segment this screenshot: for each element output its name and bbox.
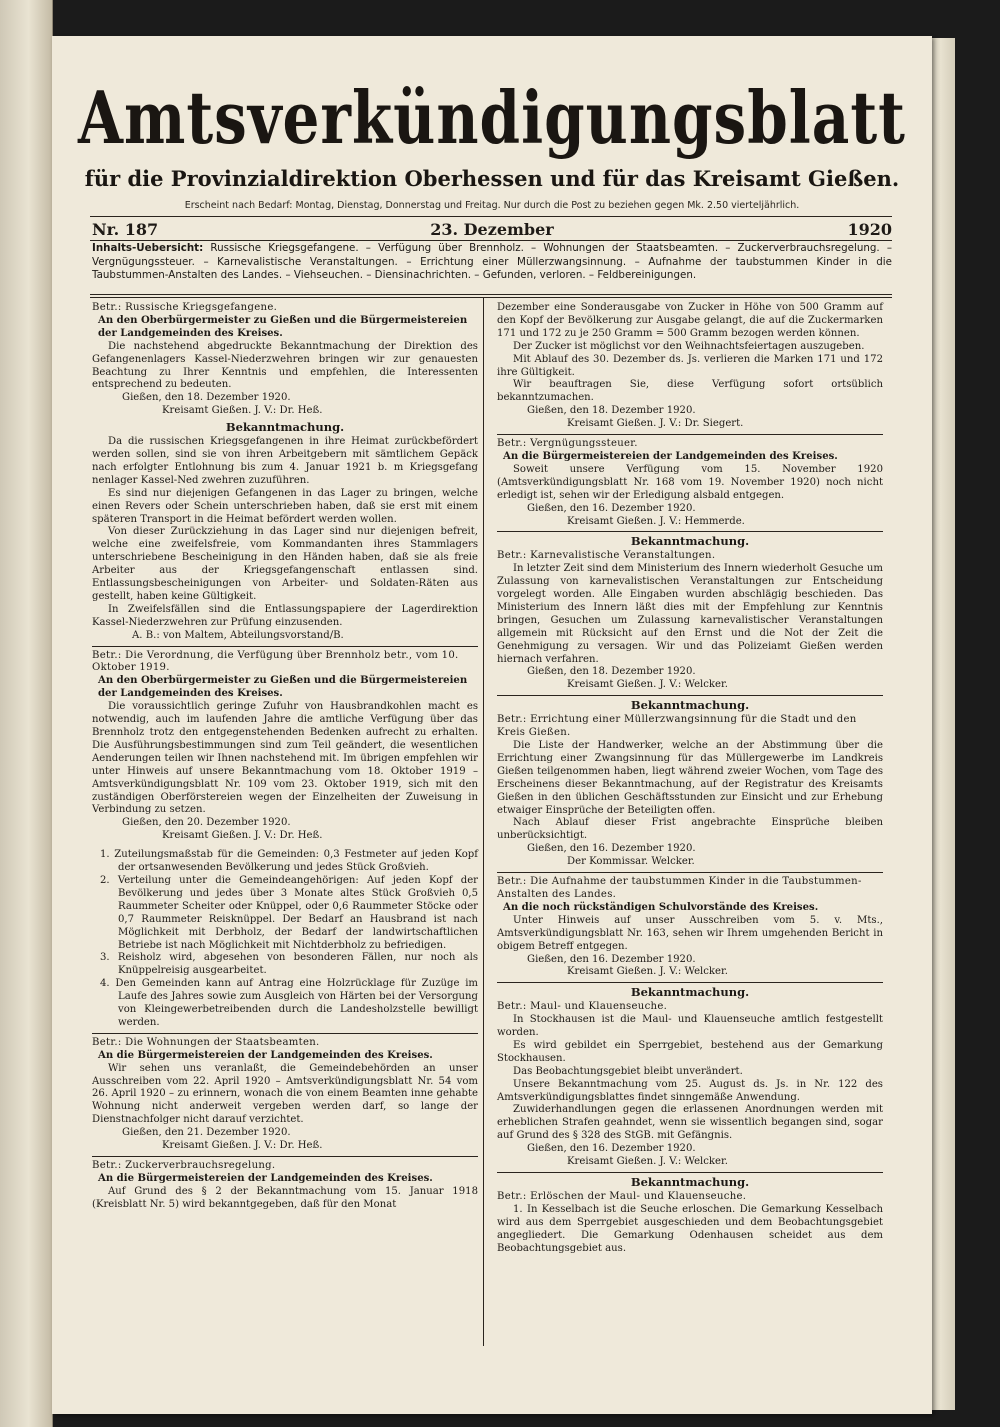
paragraph: Zuwiderhandlungen gegen die erlassenen Anordnungen werden mit erheblichen Strafen geahndet, wenn sie wissentlich begangen sind, sogar auf Grund des § 328 des StGB. mit Gefängnis.	[497, 1104, 883, 1142]
place-date: Gießen, den 18. Dezember 1920.	[527, 405, 696, 417]
table-of-contents	[92, 242, 892, 283]
paragraph: In letzter Zeit sind dem Ministerium des Innern wiederholt Gesuche um Zulassung von karnevalistischen Veranstaltungen zur Entscheidung vorgelegt worden. Alle Eingaben wurden abschlägig beschieden. Das Ministerium des Innern läßt dies mit der Empfehlung zur Kenntnis bringen, Gesuchen um Zulassung karnevalistischer Veranstaltungen allgemein mit Rücksicht auf den Ernst und die Not der Zeit die Genehmigung zu versagen. Wir und das Polizeiamt Gießen werden hiernach verfahren.	[497, 563, 883, 665]
addressee: An die Bürgermeistereien der Landgemeinden des Kreises.	[98, 1049, 433, 1061]
column-divider	[483, 298, 484, 1346]
place-date: Gießen, den 18. Dezember 1920.	[527, 666, 696, 678]
masthead-title: Amtsverkündigungsblatt	[78, 75, 906, 161]
paragraph: Nach Ablauf dieser Frist angebrachte Einsprüche bleiben unberücksichtigt.	[497, 817, 883, 842]
contents-rule	[90, 294, 892, 295]
signature: Kreisamt Gießen. J. V.: Welcker.	[567, 966, 728, 978]
contents-label: Inhalts-Uebersicht:	[92, 242, 204, 254]
paragraph: Es sind nur diejenigen Gefangenen in das Lager zu bringen, welche einen Revers oder Schein unterschrieben haben, daß sie erst mit einem späteren Transport in die Heimat befördert werden wollen.	[92, 487, 478, 525]
announcement-heading: Bekanntmachung.	[630, 1175, 750, 1189]
subject-line: Betr.: Die Aufnahme der taubstummen Kinder in die Taubstummen-Anstalten des Landes.	[497, 876, 862, 900]
subject-line: Betr.: Vergnügungssteuer.	[497, 438, 638, 450]
subject-line: Betr.: Karnevalistische Veranstaltungen.	[497, 550, 716, 562]
announcement-heading: Bekanntmachung.	[630, 698, 750, 713]
list-item: 4. Den Gemeinden kann auf Antrag eine Holzrücklage für Zuzüge im Laufe des Jahres sowie zum Ausgleich von Härten bei der Versorgung von Kleingewerbetreibenden durch die Landesholzstelle bewilligt werden.	[100, 978, 478, 1028]
newspaper-page	[52, 36, 932, 1414]
paragraph: Unsere Bekanntmachung vom 25. August ds. Js. in Nr. 122 des Amtsverkündigungsblattes findet sinngemäße Anwendung.	[497, 1078, 883, 1103]
header-rule	[90, 240, 892, 241]
article-separator	[497, 531, 883, 532]
paragraph: Unter Hinweis auf unser Ausschreiben vom 5. v. Mts., Amtsverkündigungsblatt Nr. 163, sehen wir Ihrem umgehenden Bericht in obigem Betreff entgegen.	[497, 914, 883, 952]
article-separator	[497, 695, 883, 696]
article-official-housing	[92, 1037, 478, 1153]
issue-number: Nr. 187	[92, 220, 159, 239]
paragraph: Von dieser Zurückziehung in das Lager sind nur diejenigen befreit, welche eine zweifelsfreie, vom Kommandanten ihres Stammlagers unterschriebene Bescheinigung in den Händen haben, daß sie als freie Arbeiter aus der Kriegsgefangenschaft entlassen sind. Entlassungsbescheinigungen von Arbeiter- und Soldaten-Räten aus gestellt, haben keine Gültigkeit.	[92, 526, 478, 602]
addressee: An den Oberbürgermeister zu Gießen und die Bürgermeistereien der Landgemeinden des Kreises.	[98, 675, 468, 700]
subject-line: Betr.: Erlöschen der Maul- und Klauenseuche.	[497, 1190, 747, 1202]
subject-line: Betr.: Maul- und Klauenseuche.	[497, 1001, 668, 1013]
paragraph: In Zweifelsfällen sind die Entlassungspapiere der Lagerdirektion Kassel-Niederzwehren zur Prüfung einzusenden.	[92, 603, 478, 628]
list-item: 1. Zuteilungsmaßstab für die Gemeinden: 0,3 Festmeter auf jeden Kopf der ortsanwesenden Bevölkerung und jedes Stück Großvieh.	[100, 849, 478, 874]
list-item: 3. Reisholz wird, abgesehen von besonderen Fällen, nur noch als Knüppelreisig ausgearbeitet.	[100, 952, 478, 977]
subject-line: Betr.: Zuckerverbrauchsregelung.	[92, 1160, 276, 1171]
signature: Der Kommissar. Welcker.	[567, 856, 695, 868]
contents-rule	[90, 297, 892, 298]
addressee: An den Oberbürgermeister zu Gießen und die Bürgermeistereien der Landgemeinden des Kreises.	[98, 314, 468, 339]
article-epidemic-ended	[497, 1176, 883, 1255]
paragraph: Soweit unsere Verfügung vom 15. November 1920 (Amtsverkündigungsblatt Nr. 168 vom 19. November 1920) noch nicht erledigt ist, sehen wir der Erledigung alsbald entgegen.	[497, 463, 883, 501]
left-column	[92, 302, 478, 1214]
right-column	[497, 302, 883, 1257]
paragraph: Es wird gebildet ein Sperrgebiet, bestehend aus der Gemarkung Stockhausen.	[497, 1039, 883, 1064]
signature: Kreisamt Gießen. J. V.: Dr. Heß.	[162, 1140, 323, 1152]
article-separator	[497, 872, 883, 873]
signature: Kreisamt Gießen. J. V.: Dr. Heß.	[162, 830, 323, 842]
masthead-subtitle: für die Provinzialdirektion Oberhessen und für das Kreisamt Gießen.	[84, 166, 900, 191]
contents-text: Russische Kriegsgefangene. – Verfügung über Brennholz. – Wohnungen der Staatsbeamten. – Zuckerverbrauchsregelung. – Vergnügungssteuer. – Karnevalistische Veranstaltungen. – Errichtung einer Müllerzwangsinnung. – Aufnahme der taubstummen Kinder in die Taubstummen-Anstalten des Landes. – Viehseuchen. – Diensinachrichten. – Gefunden, verloren. – Feldbereinigungen.	[92, 242, 892, 281]
article-firewood	[92, 650, 478, 1030]
paragraph: In Stockhausen ist die Maul- und Klauenseuche amtlich festgestellt worden.	[497, 1014, 883, 1039]
article-separator	[92, 1033, 478, 1034]
paragraph: Wir beauftragen Sie, diese Verfügung sofort ortsüblich bekanntzumachen.	[497, 379, 883, 404]
article-sugar-continued	[497, 302, 883, 431]
signature: Kreisamt Gießen. J. V.: Dr. Siegert.	[567, 418, 744, 430]
place-date: Gießen, den 16. Dezember 1920.	[527, 843, 696, 855]
page-edge	[930, 38, 955, 1410]
signature: Kreisamt Gießen. J. V.: Welcker.	[567, 1156, 728, 1168]
header-rule	[90, 216, 892, 217]
article-separator	[92, 1156, 478, 1157]
announcement-heading: Bekanntmachung.	[630, 534, 750, 549]
announcement-heading: Bekanntmachung.	[225, 420, 345, 435]
article-millers-guild	[497, 699, 883, 869]
article-entertainment-tax	[497, 438, 883, 528]
list-item: 2. Verteilung unter die Gemeindeangehörigen: Auf jeden Kopf der Bevölkerung und jedes über 3 Monate altes Stück Großvieh 0,5 Raummeter Scheiter oder Knüppel, oder 0,6 Raummeter Stöcke oder 0,7 Raummeter Reisknüppel. Der Bedarf an Hausbrand ist nach Möglichkeit mit Derbholz, der Bedarf der landwirtschaftlichen Betriebe ist nach Möglichkeit mit Nichtderbholz zu befriedigen.	[100, 874, 478, 951]
place-date: Gießen, den 16. Dezember 1920.	[527, 1143, 696, 1155]
paragraph: Wir sehen uns veranlaßt, die Gemeindebehörden an unser Ausschreiben vom 22. April 1920 – Amtsverkündigungsblatt Nr. 54 vom 26. April 1920 – zu erinnern, wonach die von einem Beamten inne gehabte Wohnung nicht anderweit vergeben werden darf, so lange der Dienstnachfolger nicht darauf verzichtet.	[92, 1062, 478, 1126]
article-carnival	[497, 535, 883, 692]
subject-line: Betr.: Die Wohnungen der Staatsbeamten.	[92, 1036, 320, 1048]
publication-note: Erscheint nach Bedarf: Montag, Dienstag, Donnerstag und Freitag. Nur durch die Post zu beziehen gegen Mk. 2.50 vierteljährlich.	[184, 200, 800, 211]
signature: A. B.: von Maltem, Abteilungsvorstand/B.	[132, 629, 344, 641]
article-russian-prisoners	[92, 302, 478, 643]
addressee: An die noch rückständigen Schulvorstände des Kreises.	[503, 901, 819, 913]
signature: Kreisamt Gießen. J. V.: Welcker.	[567, 679, 728, 691]
place-date: Gießen, den 16. Dezember 1920.	[527, 953, 696, 965]
place-date: Gießen, den 20. Dezember 1920.	[122, 817, 291, 829]
announcement-heading: Bekanntmachung.	[630, 985, 750, 1000]
addressee: An die Bürgermeistereien der Landgemeinden des Kreises.	[503, 450, 838, 462]
article-separator	[497, 982, 883, 983]
article-sugar	[92, 1160, 478, 1212]
paragraph: Die nachstehend abgedruckte Bekanntmachung der Direktion des Gefangenenlagers Kassel-Niederzwehren bringen wir zur genauesten Beachtung zu Ihrer Kenntnis und empfehlen, die Interessenten entsprechend zu bedeuten.	[92, 340, 478, 391]
paragraph: Mit Ablauf des 30. Dezember ds. Js. verlieren die Marken 171 und 172 ihre Gültigkeit.	[497, 353, 883, 378]
paragraph: Da die russischen Kriegsgefangenen in ihre Heimat zurückbefördert werden sollen, sind sie von ihren Arbeitgebern mit sämtlichem Gepäck nach erfolgter Entlohnung bis zum 4. Januar 1921 b. m Kriegsgefang nenlager Kassel-Ned zwehren zuzuführen.	[92, 436, 478, 486]
paragraph: Auf Grund des § 2 der Bekanntmachung vom 15. Januar 1918 (Kreisblatt Nr. 5) wird bekanntgegeben, daß für den Monat	[92, 1185, 478, 1210]
article-separator	[497, 1172, 883, 1173]
article-foot-and-mouth	[497, 986, 883, 1169]
subject-line: Betr.: Russische Kriegsgefangene.	[92, 302, 278, 313]
place-date: Gießen, den 18. Dezember 1920.	[122, 392, 291, 404]
paragraph: Das Beobachtungsgebiet bleibt unverändert.	[513, 1065, 743, 1077]
article-separator	[92, 646, 478, 647]
signature: Kreisamt Gießen. J. V.: Hemmerde.	[567, 515, 745, 527]
paragraph: Dezember eine Sonderausgabe von Zucker in Höhe von 500 Gramm auf den Kopf der Bevölkerung zur Ausgabe gelangt, die auf die Zuckermarken 171 und 172 zu je 250 Gramm = 500 Gramm bezogen werden können.	[497, 302, 883, 339]
signature: Kreisamt Gießen. J. V.: Dr. Heß.	[162, 405, 323, 417]
paragraph: Die voraussichtlich geringe Zufuhr von Hausbrandkohlen macht es notwendig, auch im laufenden Jahre die amtliche Verfügung über das Brennholz trotz den entgegenstehenden Bedenken aufrecht zu erhalten. Die Ausführungsbestimmungen sind zum Teil geändert, die wesentlichen Aenderungen teilen wir Ihnen nachstehend mit. Im übrigen empfehlen wir unter Hinweis auf unsere Bekanntmachung vom 18. Oktober 1919 – Amtsverkündigungsblatt Nr. 109 vom 23. Oktober 1919, sich mit den zuständigen Oberförstereien wegen der Einzelheiten der Zuweisung in Verbindung zu setzen.	[92, 701, 478, 816]
article-deaf-children	[497, 876, 883, 979]
article-separator	[497, 434, 883, 435]
addressee: An die Bürgermeistereien der Landgemeinden des Kreises.	[98, 1172, 433, 1184]
paragraph: 1. In Kesselbach ist die Seuche erloschen. Die Gemarkung Kesselbach wird aus dem Sperrgebiet ausgeschieden und dem Beobachtungsgebiet angegliedert. Die Gemarkung Odenhausen scheidet aus dem Beobachtungsgebiet aus.	[497, 1203, 883, 1254]
subject-line: Betr.: Errichtung einer Müllerzwangsinnung für die Stadt und den Kreis Gießen.	[497, 714, 857, 739]
place-date: Gießen, den 16. Dezember 1920.	[527, 502, 696, 514]
paragraph: Die Liste der Handwerker, welche an der Abstimmung über die Errichtung einer Zwangsinnung für das Müllergewerbe im Landkreis Gießen teilgenommen haben, liegt während zweier Wochen, vom Tage des Erscheinens dieser Bekanntmachung, auf der Registratur des Kreisamts Gießen in den üblichen Geschäftsstunden zur Einsicht und zur Erhebung etwaiger Einsprüche der Beteiligten offen.	[497, 740, 883, 816]
issue-date: 23. Dezember	[430, 220, 554, 239]
subject-line: Betr.: Die Verordnung, die Verfügung über Brennholz betr., vom 10. Oktober 1919.	[92, 649, 459, 674]
place-date: Gießen, den 21. Dezember 1920.	[122, 1127, 291, 1139]
book-binding	[0, 0, 53, 1427]
paragraph: Der Zucker ist möglichst vor den Weihnachtsfeiertagen auszugeben.	[513, 340, 865, 352]
issue-year: 1920	[847, 220, 892, 239]
